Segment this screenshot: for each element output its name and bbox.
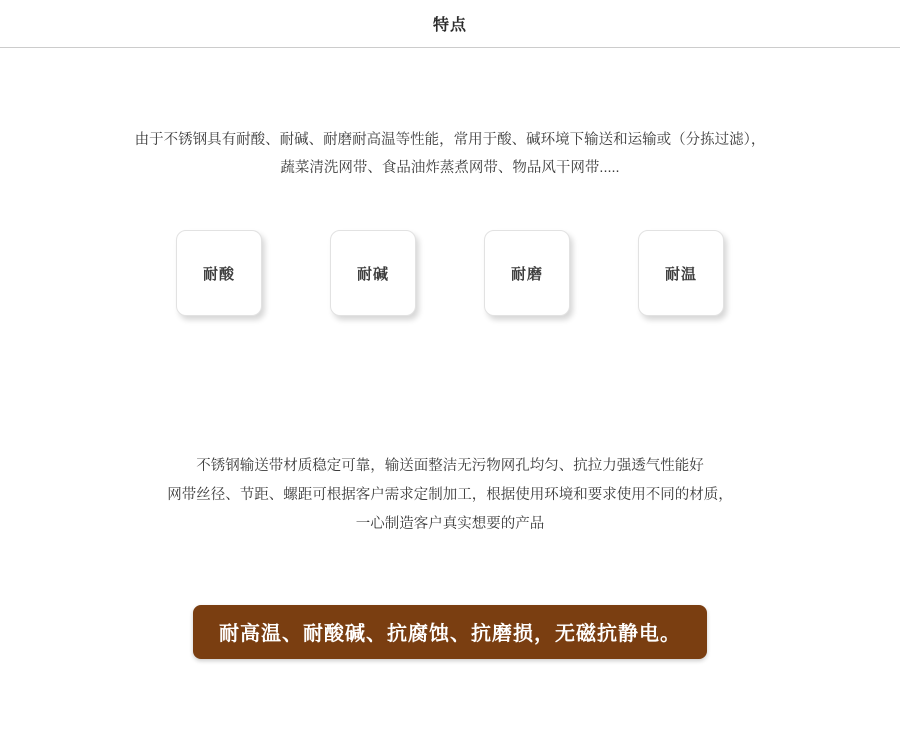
- banner-container: [0, 605, 900, 659]
- description-line-2: 网带丝径、节距、螺距可根据客户需求定制加工，根据使用环境和要求使用不同的材质，: [167, 487, 733, 503]
- feature-label: 耐酸: [202, 265, 235, 283]
- feature-box-temperature-resistant: [638, 230, 724, 316]
- feature-label: 耐磨: [510, 265, 543, 283]
- page-title: 特点: [432, 17, 467, 34]
- description-line-3: 一心制造客户真实想要的产品: [355, 516, 545, 532]
- feature-box-list: [0, 230, 900, 316]
- page-header: [0, 0, 900, 48]
- feature-box-acid-resistant: [176, 230, 262, 316]
- intro-paragraph: [0, 126, 900, 182]
- feature-box-alkali-resistant: [330, 230, 416, 316]
- description-line-1: 不锈钢输送带材质稳定可靠，输送面整洁无污物网孔均匀、抗拉力强透气性能好: [196, 458, 704, 474]
- feature-label: 耐温: [664, 265, 697, 283]
- description-paragraph: [0, 452, 900, 539]
- highlight-banner: 耐高温、耐酸碱、抗腐蚀、抗磨损，无磁抗静电。: [193, 605, 707, 659]
- feature-label: 耐碱: [356, 265, 389, 283]
- feature-box-wear-resistant: [484, 230, 570, 316]
- intro-line-1: 由于不锈钢具有耐酸、耐碱、耐磨耐高温等性能，常用于酸、碱环境下输送和运输或（分拣过滤），: [134, 132, 766, 148]
- intro-line-2: 蔬菜清洗网带、食品油炸蒸煮网带、物品风干网带.....: [280, 160, 620, 176]
